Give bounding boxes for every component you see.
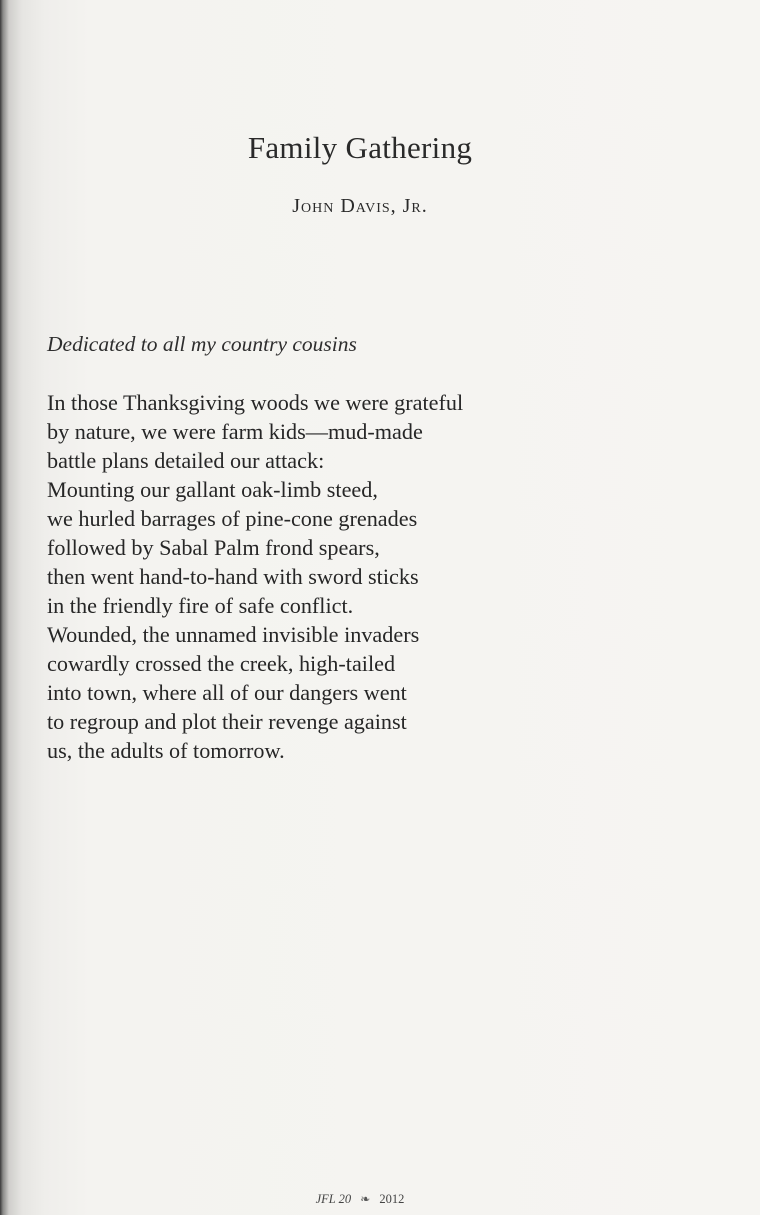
- poem-title: Family Gathering: [247, 130, 473, 165]
- footer-year: 2012: [379, 1192, 405, 1206]
- poem-line: In those Thanksgiving woods we were grateful: [47, 390, 464, 415]
- poem-line: by nature, we were farm kids—mud-made: [47, 419, 423, 444]
- poem-line: Wounded, the unnamed invisible invaders: [47, 622, 420, 647]
- footer-journal: JFL 20: [315, 1192, 352, 1206]
- poem-line: battle plans detailed our attack:: [47, 448, 325, 473]
- poem-body: [47, 388, 463, 765]
- poem-line: in the friendly fire of safe conflict.: [47, 593, 354, 618]
- poem-dedication: Dedicated to all my country cousins: [47, 332, 357, 356]
- poem-line: we hurled barrages of pine-cone grenades: [47, 506, 418, 531]
- poem-line: us, the adults of tomorrow.: [47, 738, 285, 763]
- poem-line: followed by Sabal Palm frond spears,: [47, 535, 380, 560]
- poem-line: to regroup and plot their revenge against: [47, 709, 407, 734]
- page-footer: [0, 1192, 720, 1207]
- poem-line: Mounting our gallant oak-limb steed,: [47, 477, 378, 502]
- poem-line: cowardly crossed the creek, high-tailed: [47, 651, 396, 676]
- poem-line: into town, where all of our dangers went: [47, 680, 407, 705]
- ornament-icon: ❧: [360, 1192, 371, 1206]
- poem-line: then went hand-to-hand with sword sticks: [47, 564, 419, 589]
- poem-author: John Davis, Jr.: [292, 195, 428, 217]
